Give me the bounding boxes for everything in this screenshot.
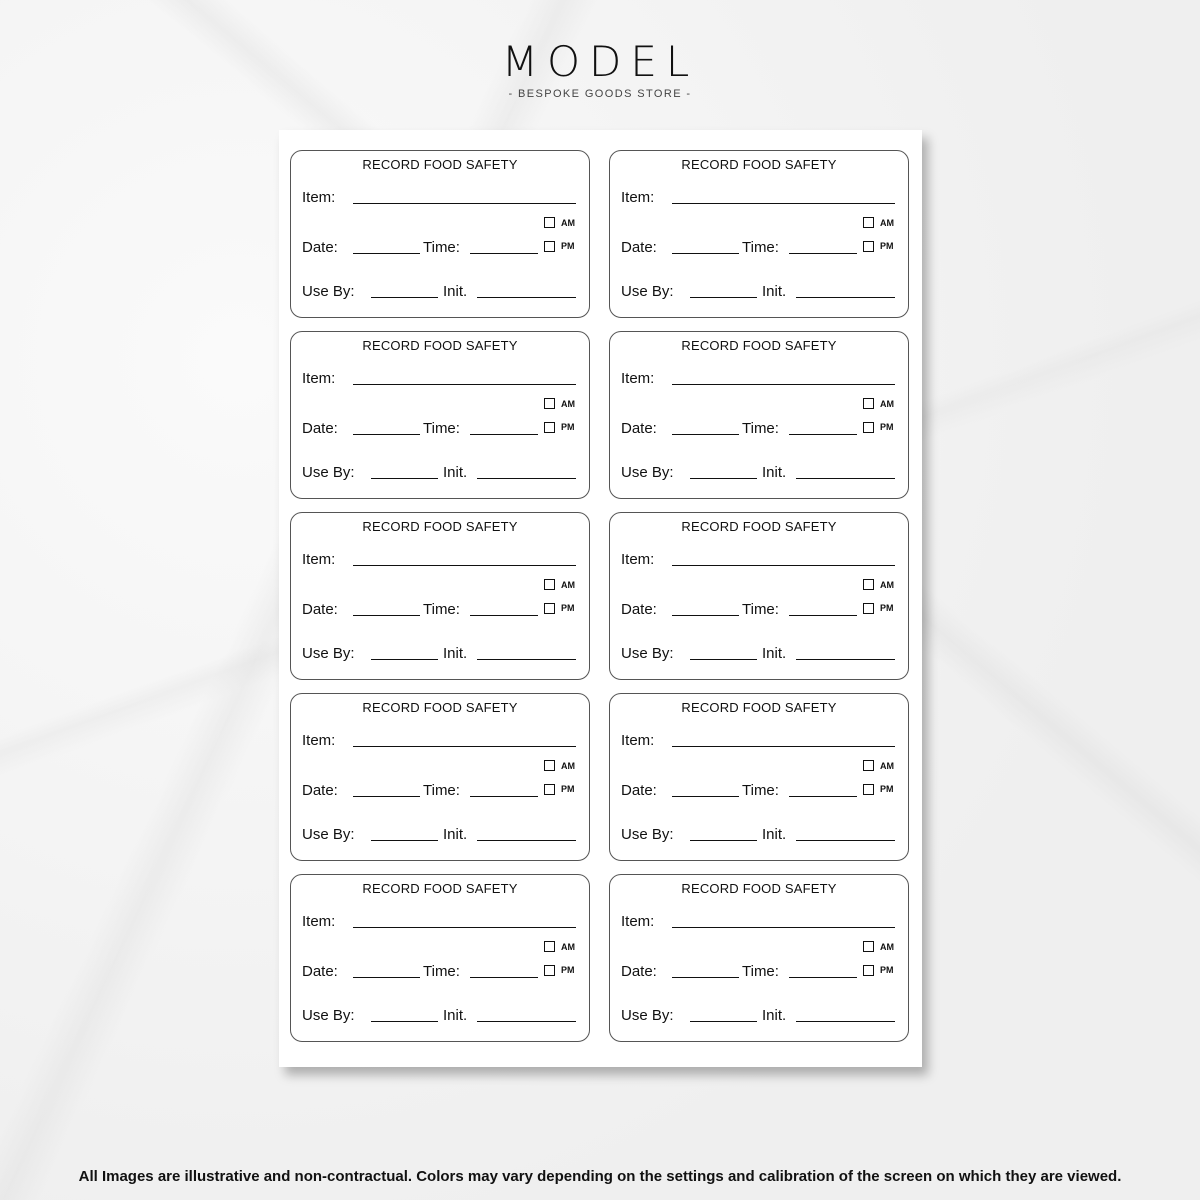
label-title: RECORD FOOD SAFETY — [681, 519, 837, 534]
am-label: AM — [880, 399, 894, 409]
time-line[interactable] — [789, 615, 857, 616]
label-title: RECORD FOOD SAFETY — [362, 881, 518, 896]
item-label: Item: — [302, 913, 336, 930]
am-checkbox[interactable] — [544, 217, 555, 228]
am-label: AM — [561, 580, 575, 590]
date-label: Date: — [621, 782, 657, 799]
pm-label: PM — [880, 422, 894, 432]
time-label: Time: — [423, 782, 460, 799]
pm-label: PM — [880, 784, 894, 794]
am-checkbox[interactable] — [863, 217, 874, 228]
date-label: Date: — [302, 963, 338, 980]
pm-checkbox[interactable] — [863, 603, 874, 614]
food-safety-label — [290, 331, 590, 499]
am-label: AM — [880, 218, 894, 228]
use-by-label: Use By: — [302, 826, 355, 843]
use-by-label: Use By: — [621, 464, 674, 481]
time-label: Time: — [423, 601, 460, 618]
food-safety-label — [290, 150, 590, 318]
date-label: Date: — [302, 601, 338, 618]
date-label: Date: — [302, 420, 338, 437]
init-label: Init. — [443, 1007, 468, 1024]
use-by-line[interactable] — [690, 297, 757, 298]
time-label: Time: — [423, 420, 460, 437]
pm-checkbox[interactable] — [863, 784, 874, 795]
food-safety-label — [290, 874, 590, 1042]
use-by-label: Use By: — [302, 464, 355, 481]
date-label: Date: — [302, 239, 338, 256]
use-by-label: Use By: — [302, 645, 355, 662]
date-line[interactable] — [353, 977, 420, 978]
use-by-line[interactable] — [690, 1021, 757, 1022]
brand-name: MODEL — [501, 37, 699, 86]
item-line[interactable] — [353, 746, 576, 747]
am-label: AM — [561, 942, 575, 952]
pm-label: PM — [880, 965, 894, 975]
time-line[interactable] — [789, 253, 857, 254]
time-label: Time: — [423, 239, 460, 256]
am-checkbox[interactable] — [863, 398, 874, 409]
item-label: Item: — [621, 189, 655, 206]
item-label: Item: — [621, 370, 655, 387]
pm-label: PM — [561, 241, 575, 251]
item-label: Item: — [302, 189, 336, 206]
init-label: Init. — [443, 283, 468, 300]
date-line[interactable] — [672, 615, 739, 616]
time-label: Time: — [742, 420, 779, 437]
food-safety-label — [609, 512, 909, 680]
time-line[interactable] — [789, 434, 857, 435]
init-label: Init. — [762, 1007, 787, 1024]
pm-checkbox[interactable] — [863, 965, 874, 976]
pm-checkbox[interactable] — [544, 965, 555, 976]
date-label: Date: — [621, 239, 657, 256]
label-title: RECORD FOOD SAFETY — [362, 700, 518, 715]
init-label: Init. — [443, 826, 468, 843]
use-by-label: Use By: — [621, 826, 674, 843]
init-line[interactable] — [796, 1021, 895, 1022]
date-line[interactable] — [353, 796, 420, 797]
time-label: Time: — [742, 239, 779, 256]
item-label: Item: — [621, 551, 655, 568]
use-by-line[interactable] — [690, 478, 757, 479]
date-line[interactable] — [353, 434, 420, 435]
init-line[interactable] — [796, 478, 895, 479]
item-line[interactable] — [353, 927, 576, 928]
am-checkbox[interactable] — [863, 760, 874, 771]
label-title: RECORD FOOD SAFETY — [362, 338, 518, 353]
food-safety-label — [609, 150, 909, 318]
time-label: Time: — [423, 963, 460, 980]
time-line[interactable] — [470, 977, 538, 978]
time-label: Time: — [742, 963, 779, 980]
init-line[interactable] — [477, 659, 576, 660]
pm-checkbox[interactable] — [863, 422, 874, 433]
food-safety-label — [609, 874, 909, 1042]
use-by-label: Use By: — [621, 1007, 674, 1024]
time-line[interactable] — [789, 977, 857, 978]
init-line[interactable] — [477, 1021, 576, 1022]
am-checkbox[interactable] — [863, 941, 874, 952]
label-title: RECORD FOOD SAFETY — [681, 157, 837, 172]
time-line[interactable] — [470, 253, 538, 254]
pm-checkbox[interactable] — [544, 784, 555, 795]
use-by-label: Use By: — [302, 1007, 355, 1024]
disclaimer-text: All Images are illustrative and non-contractual. Colors may vary depending on the settings and calibration of the screen on which they are viewed. — [78, 1168, 1122, 1185]
am-checkbox[interactable] — [544, 579, 555, 590]
am-checkbox[interactable] — [863, 579, 874, 590]
am-checkbox[interactable] — [544, 398, 555, 409]
item-label: Item: — [302, 370, 336, 387]
pm-label: PM — [880, 603, 894, 613]
init-label: Init. — [762, 645, 787, 662]
am-checkbox[interactable] — [544, 941, 555, 952]
init-line[interactable] — [796, 840, 895, 841]
init-label: Init. — [762, 283, 787, 300]
use-by-line[interactable] — [371, 659, 438, 660]
date-line[interactable] — [672, 434, 739, 435]
init-line[interactable] — [796, 659, 895, 660]
time-line[interactable] — [789, 796, 857, 797]
item-line[interactable] — [353, 384, 576, 385]
date-label: Date: — [621, 963, 657, 980]
label-title: RECORD FOOD SAFETY — [681, 881, 837, 896]
am-label: AM — [880, 761, 894, 771]
time-label: Time: — [742, 601, 779, 618]
pm-label: PM — [561, 784, 575, 794]
date-line[interactable] — [672, 977, 739, 978]
use-by-label: Use By: — [621, 645, 674, 662]
food-safety-label — [609, 693, 909, 861]
pm-label: PM — [561, 603, 575, 613]
use-by-label: Use By: — [302, 283, 355, 300]
item-line[interactable] — [672, 384, 895, 385]
date-label: Date: — [621, 420, 657, 437]
init-line[interactable] — [477, 297, 576, 298]
time-line[interactable] — [470, 434, 538, 435]
food-safety-label — [609, 331, 909, 499]
date-line[interactable] — [672, 796, 739, 797]
date-line[interactable] — [672, 253, 739, 254]
date-label: Date: — [302, 782, 338, 799]
am-label: AM — [561, 761, 575, 771]
pm-checkbox[interactable] — [544, 422, 555, 433]
item-label: Item: — [302, 551, 336, 568]
item-line[interactable] — [672, 746, 895, 747]
am-label: AM — [880, 580, 894, 590]
item-label: Item: — [621, 913, 655, 930]
init-label: Init. — [443, 645, 468, 662]
item-line[interactable] — [672, 203, 895, 204]
date-label: Date: — [621, 601, 657, 618]
food-safety-label — [290, 693, 590, 861]
time-line[interactable] — [470, 615, 538, 616]
init-label: Init. — [762, 826, 787, 843]
pm-label: PM — [561, 422, 575, 432]
date-line[interactable] — [353, 615, 420, 616]
am-label: AM — [561, 399, 575, 409]
time-label: Time: — [742, 782, 779, 799]
label-sheet — [279, 130, 922, 1067]
label-title: RECORD FOOD SAFETY — [362, 519, 518, 534]
brand-logo — [0, 37, 1200, 100]
init-line[interactable] — [477, 840, 576, 841]
use-by-line[interactable] — [690, 659, 757, 660]
label-title: RECORD FOOD SAFETY — [362, 157, 518, 172]
pm-label: PM — [880, 241, 894, 251]
am-label: AM — [561, 218, 575, 228]
init-label: Init. — [443, 464, 468, 481]
pm-checkbox[interactable] — [544, 241, 555, 252]
am-label: AM — [880, 942, 894, 952]
init-line[interactable] — [796, 297, 895, 298]
am-checkbox[interactable] — [544, 760, 555, 771]
pm-checkbox[interactable] — [863, 241, 874, 252]
brand-tagline: - BESPOKE GOODS STORE - — [508, 88, 692, 100]
label-title: RECORD FOOD SAFETY — [681, 338, 837, 353]
label-title: RECORD FOOD SAFETY — [681, 700, 837, 715]
food-safety-label — [290, 512, 590, 680]
use-by-line[interactable] — [371, 1021, 438, 1022]
item-line[interactable] — [672, 565, 895, 566]
item-line[interactable] — [672, 927, 895, 928]
use-by-label: Use By: — [621, 283, 674, 300]
item-label: Item: — [302, 732, 336, 749]
use-by-line[interactable] — [371, 478, 438, 479]
time-line[interactable] — [470, 796, 538, 797]
pm-label: PM — [561, 965, 575, 975]
use-by-line[interactable] — [371, 840, 438, 841]
item-label: Item: — [621, 732, 655, 749]
item-line[interactable] — [353, 565, 576, 566]
init-line[interactable] — [477, 478, 576, 479]
item-line[interactable] — [353, 203, 576, 204]
use-by-line[interactable] — [690, 840, 757, 841]
date-line[interactable] — [353, 253, 420, 254]
pm-checkbox[interactable] — [544, 603, 555, 614]
init-label: Init. — [762, 464, 787, 481]
use-by-line[interactable] — [371, 297, 438, 298]
